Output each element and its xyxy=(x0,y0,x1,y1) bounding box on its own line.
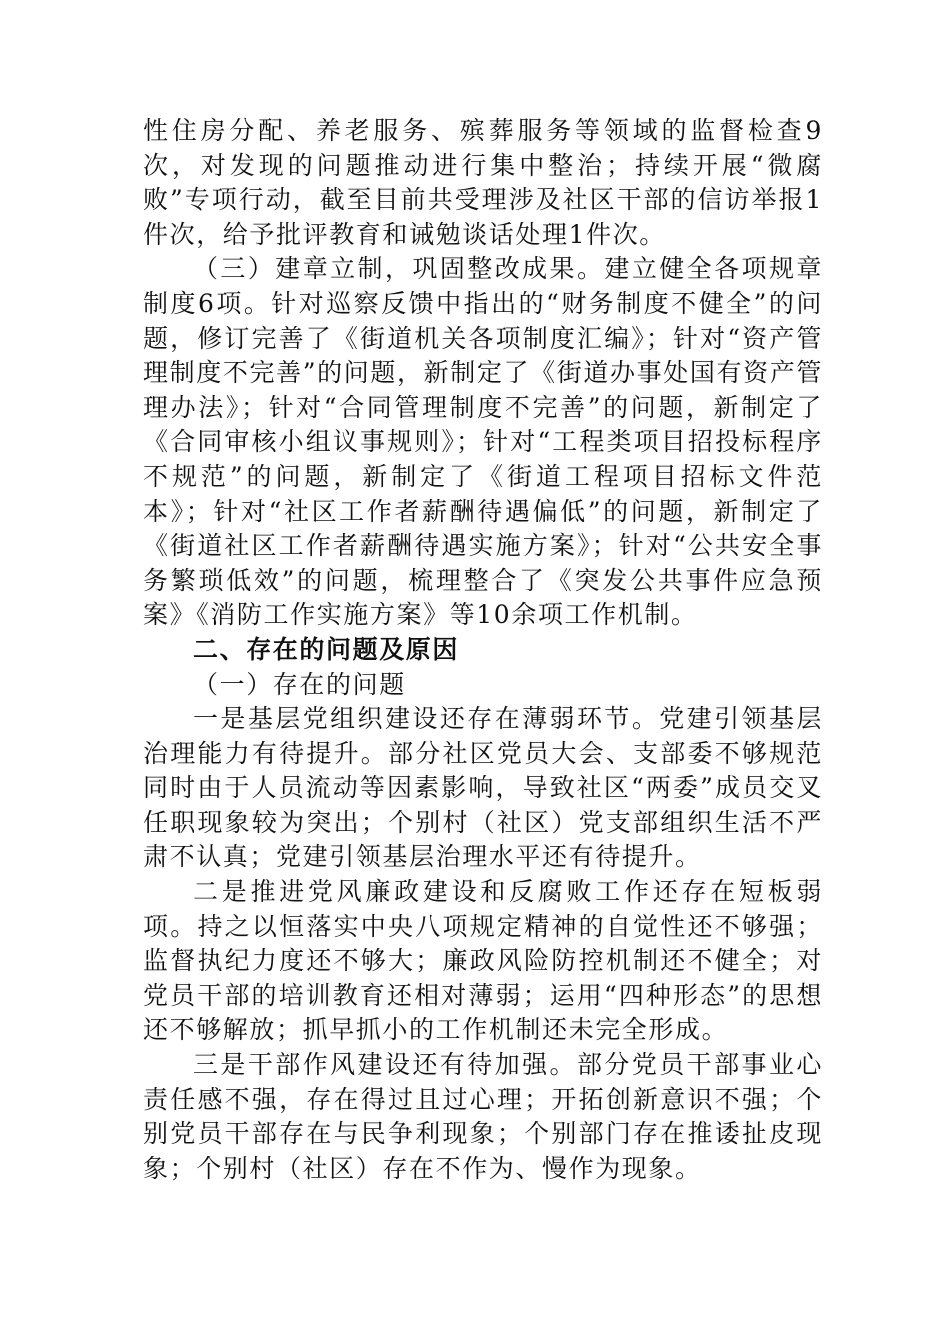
paragraph-rules-and-regulations: （三）建章立制，巩固整改成果。建立健全各项规章制度6项。针对巡察反馈中指出的“财务制度不健全”的问题，修订完善了《街道机关各项制度汇编》；针对“资产管理制度不完善”的问题，新制定了《街道办事处国有资产管理办法》；针对“合同管理制度不完善”的问题，新制定了《合同审核小组议事规则》；针对“工程类项目招投标程序不规范”的问题，新制定了《街道工程项目招标文件范本》；针对“社区工作者薪酬待遇偏低”的问题，新制定了《街道社区工作者薪酬待遇实施方案》；针对“公共安全事务繁琐低效”的问题，梳理整合了《突发公共事件应急预案》《消防工作实施方案》等10余项工作机制。 xyxy=(143,254,823,630)
subsection-one-heading: （一）存在的问题 xyxy=(193,669,406,699)
paragraph-continued-text: 性住房分配、养老服务、殡葬服务等领域的监督检查9次，对发现的问题推动进行集中整治；持续开展“微腐败”专项行动，截至目前共受理涉及社区干部的信访举报1件次，给予批评教育和诫勉谈话处理1件次。 xyxy=(143,116,823,249)
paragraph-problem-two: 二是推进党风廉政建设和反腐败工作还存在短板弱项。持之以恒落实中央八项规定精神的自觉性还不够强；监督执纪力度还不够大；廉政风险防控机制还不健全；对党员干部的培训教育还相对薄弱；运用“四种形态”的思想还不够解放；抓早抓小的工作机制还未完全形成。 xyxy=(143,877,823,1045)
paragraph-problem-one: 一是基层党组织建设还存在薄弱环节。党建引领基层治理能力有待提升。部分社区党员大会、支部委不够规范同时由于人员流动等因素影响，导致社区“两委”成员交叉任职现象较为突出；个别村（社区）党支部组织生活不严肃不认真；党建引领基层治理水平还有待提升。 xyxy=(143,704,823,872)
document-body xyxy=(143,114,823,1186)
paragraph-problem-three: 三是干部作风建设还有待加强。部分党员干部事业心责任感不强，存在得过且过心理；开拓创新意识不强；个别党员干部存在与民争利现象；个别部门存在推诿扯皮现象；个别村（社区）存在不作为、慢作为现象。 xyxy=(143,1050,823,1183)
section-two-heading: 二、存在的问题及原因 xyxy=(193,634,460,664)
